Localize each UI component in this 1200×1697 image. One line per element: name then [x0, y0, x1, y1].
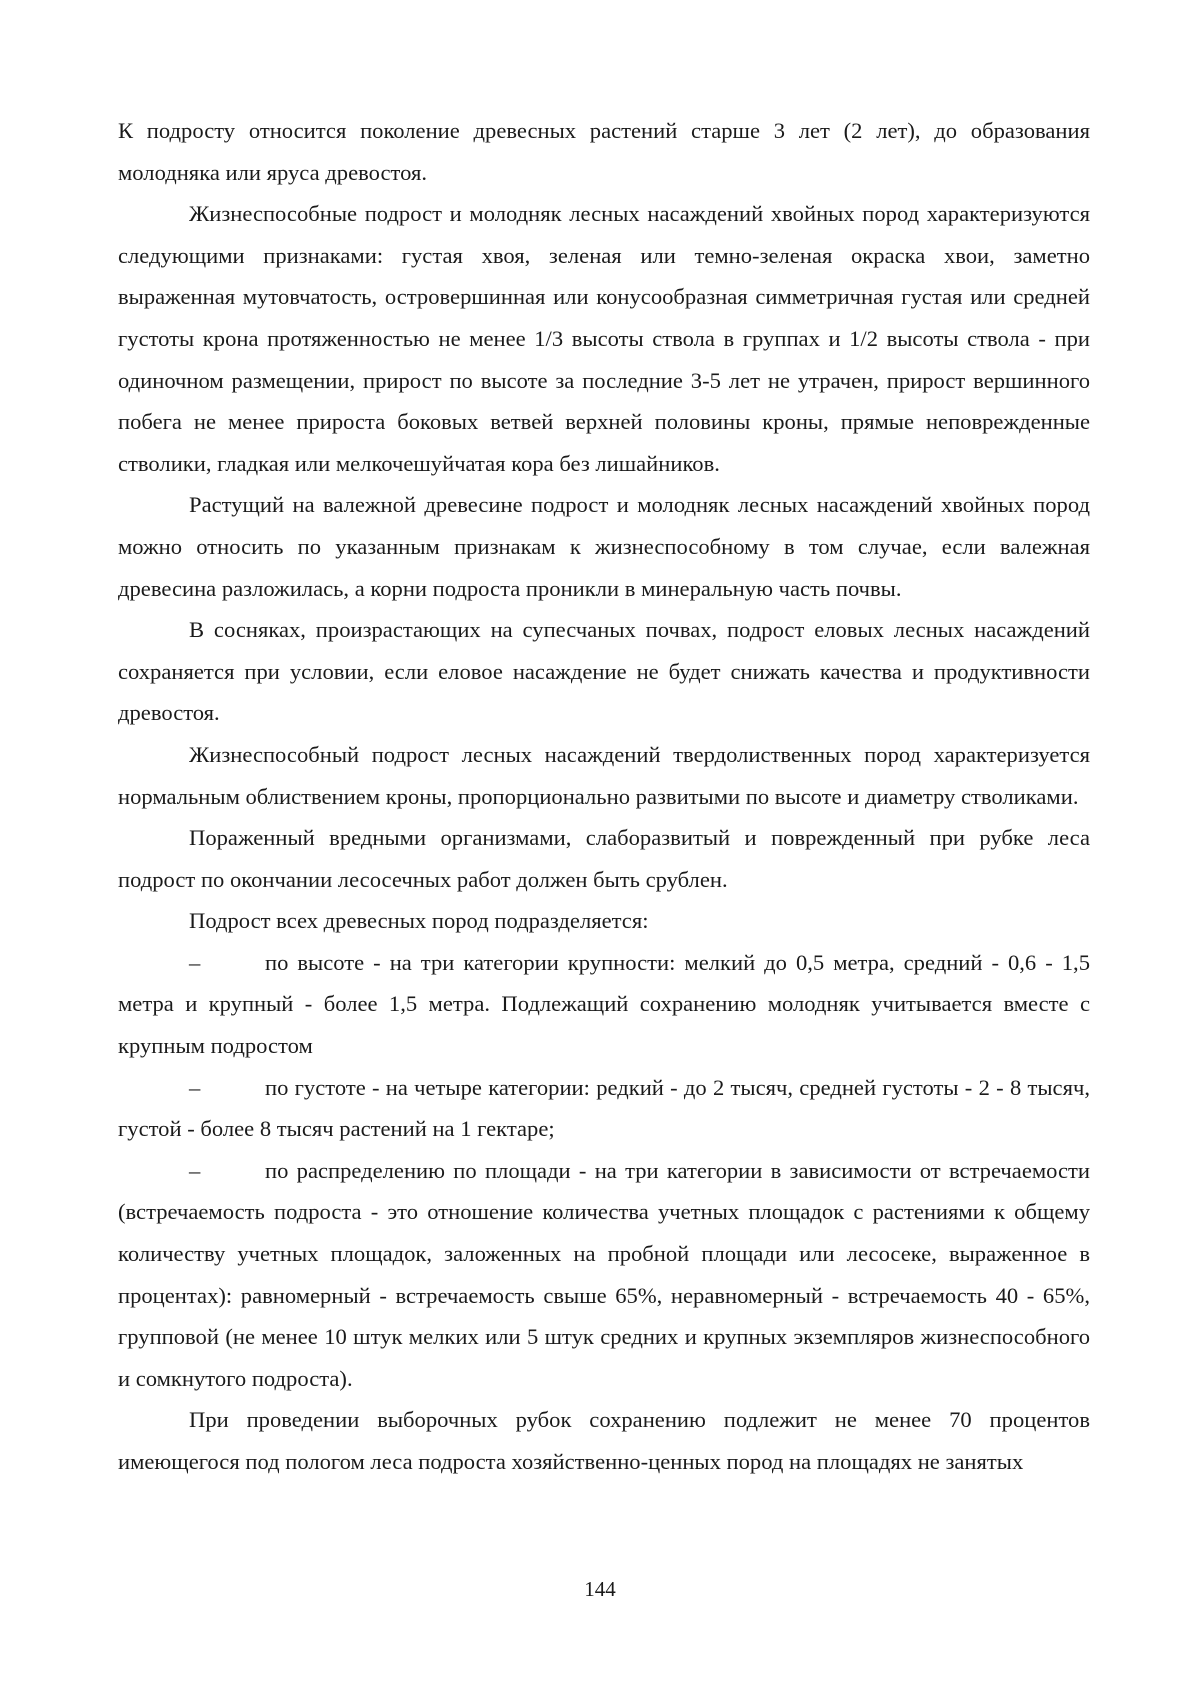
- paragraph: В сосняках, произрастающих на супесчаных почвах, подрост еловых лесных насаждений сохраняется при условии, если еловое насаждение не будет снижать качества и продуктивности древостоя.: [118, 617, 1090, 726]
- list-item-text: по высоте - на три категории крупности: мелкий до 0,5 метра, средний - 0,6 - 1,5 метра и крупный - более 1,5 метра. Подлежащий сохранению молодняк учитывается вместе с крупным подростом: [118, 949, 1090, 1059]
- list-dash: –: [189, 949, 201, 975]
- paragraph: Жизнеспособные подрост и молодняк лесных насаждений хвойных пород характеризуются следующими признаками: густая хвоя, зеленая или темно-зеленая окраска хвои, заметно выраженная мутовчатость, островершинная или конусообразная симметричная густая или средней густоты крона протяженностью не менее 1/3 высоты ствола в группах и 1/2 высоты ствола - при одиночном размещении, прирост по высоте за последние 3-5 лет не утрачен, прирост вершинного побега не менее прироста боковых ветвей верхней половины кроны, прямые неповрежденные стволики, гладкая или мелкочешуйчатая кора без лишайников.: [118, 201, 1090, 476]
- list-item: [118, 1067, 1090, 1150]
- paragraph: При проведении выборочных рубок сохранению подлежит не менее 70 процентов имеющегося под пологом леса подроста хозяйственно-ценных пород на площадях не занятых: [118, 1407, 1090, 1474]
- list-item-text: по густоте - на четыре категории: редкий - до 2 тысяч, средней густоты - 2 - 8 тысяч, густой - более 8 тысяч растений на 1 гектаре;: [118, 1074, 1090, 1142]
- paragraph: Жизнеспособный подрост лесных насаждений твердолиственных пород характеризуется нормальным облиствением кроны, пропорционально развитыми по высоте и диаметру стволиками.: [118, 741, 1090, 809]
- list-item-text: по распределению по площади - на три категории в зависимости от встречаемости (встречаемость подроста - это отношение количества учетных площадок с растениями к общему количеству учетных площадок, заложенных на пробной площади или лесосеке, выраженное в процентах): равномерный - встречаемость свыше 65%, неравномерный - встречаемость 40 - 65%, групповой (не менее 10 штук мелких или 5 штук средних и крупных экземпляров жизнеспособного и сомкнутого подроста).: [118, 1157, 1090, 1391]
- paragraph: Растущий на валежной древесине подрост и молодняк лесных насаждений хвойных пород можно относить по указанным признакам к жизнеспособному в том случае, если валежная древесина разложилась, а корни подроста проникли в минеральную часть почвы.: [118, 492, 1090, 601]
- list-item: [118, 1150, 1090, 1400]
- list-dash: –: [189, 1074, 201, 1100]
- paragraph: Пораженный вредными организмами, слаборазвитый и поврежденный при рубке леса подрост по окончании лесосечных работ должен быть срублен.: [118, 825, 1090, 892]
- document-body: [118, 110, 1090, 1483]
- list-dash: –: [189, 1157, 201, 1183]
- page-number: 144: [584, 1577, 616, 1601]
- paragraph: К подросту относится поколение древесных растений старше 3 лет (2 лет), до образования молодняка или яруса древостоя.: [118, 118, 1090, 185]
- paragraph: Подрост всех древесных пород подразделяется:: [189, 908, 649, 934]
- list-item: [118, 942, 1090, 1067]
